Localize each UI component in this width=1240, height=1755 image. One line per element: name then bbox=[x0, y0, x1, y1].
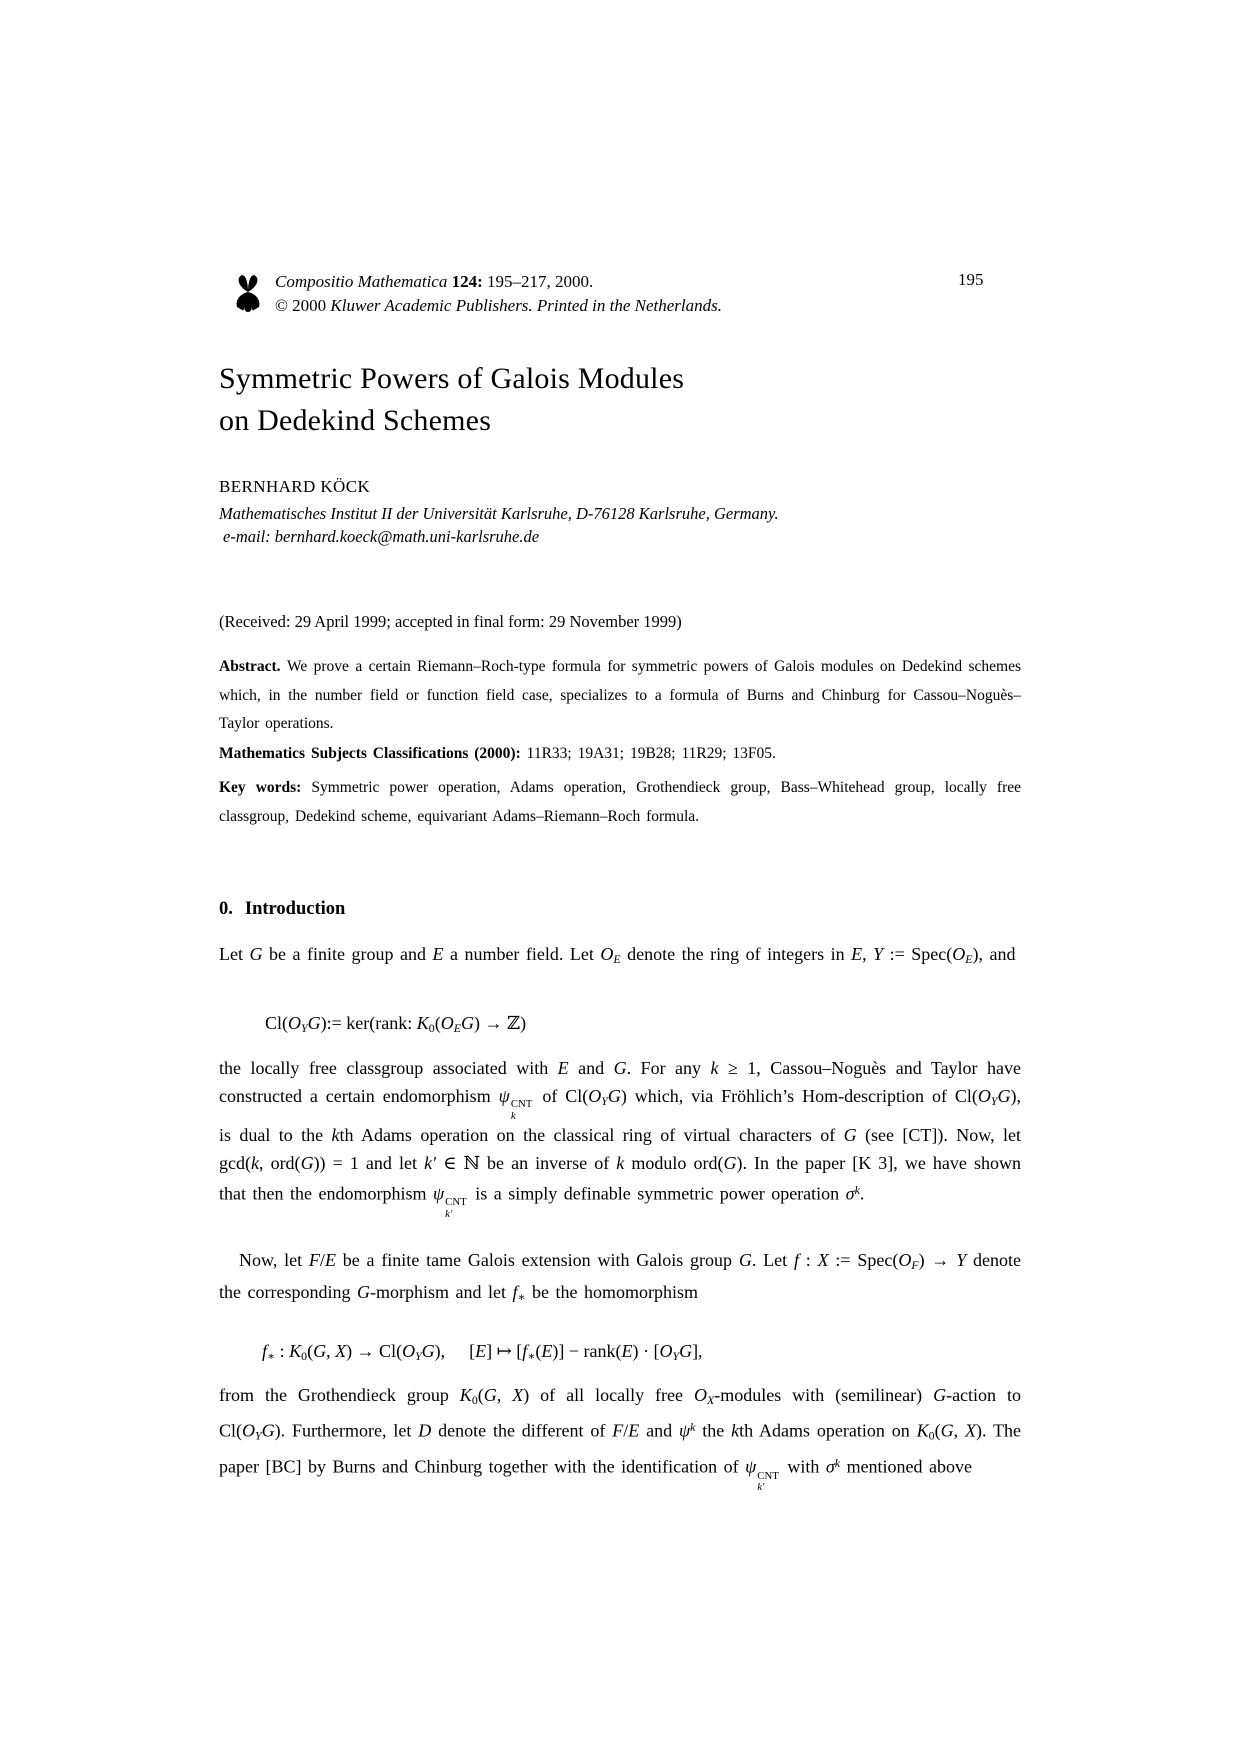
keywords-label: Key words: bbox=[219, 779, 312, 796]
text-segment: , ord( bbox=[258, 1152, 301, 1173]
text-segment: := Spec( bbox=[828, 1250, 899, 1270]
text-segment: O bbox=[952, 944, 966, 964]
text-segment: G bbox=[421, 1341, 435, 1361]
text-segment: the bbox=[695, 1420, 732, 1441]
text-segment: th Adams operation on bbox=[739, 1420, 917, 1441]
text-segment: G bbox=[738, 1250, 752, 1270]
section-heading bbox=[219, 899, 1021, 920]
text-segment: ) of all locally free bbox=[523, 1385, 694, 1405]
text-segment: be a finite group and bbox=[262, 944, 433, 964]
text-segment: ℤ bbox=[506, 1013, 521, 1033]
text-segment: the locally free classgroup associated with bbox=[219, 1058, 558, 1078]
text-segment: K bbox=[459, 1385, 472, 1405]
text-segment: F bbox=[308, 1250, 320, 1270]
text-segment: Y bbox=[415, 1348, 422, 1363]
text-segment: ) → bbox=[473, 1013, 507, 1033]
paper-title-line1: Symmetric Powers of Galois Modules bbox=[219, 362, 685, 395]
display-formula-2 bbox=[219, 1338, 1064, 1370]
text-segment: ], bbox=[692, 1341, 703, 1361]
text-segment: ψ bbox=[498, 1085, 510, 1106]
text-segment: ), is dual to the bbox=[219, 1085, 1021, 1146]
text-segment: -action to Cl( bbox=[219, 1385, 1022, 1441]
text-segment: -morphism and let bbox=[369, 1282, 513, 1303]
text-segment: . For any bbox=[626, 1058, 711, 1078]
text-segment: ∈ ℕ be an inverse of bbox=[436, 1152, 617, 1173]
text-segment: k bbox=[616, 1152, 625, 1173]
text-segment: 0 bbox=[471, 1392, 478, 1407]
author-affiliation: Mathematisches Institut II der Universität Karlsruhe, D-76128 Karlsruhe, Germany. bbox=[219, 504, 779, 523]
text-segment: ( bbox=[307, 1341, 314, 1361]
text-segment: O bbox=[600, 944, 614, 964]
abstract-label: Abstract. bbox=[219, 658, 287, 675]
text-segment: ) → bbox=[918, 1250, 957, 1270]
text-segment: a number field. Let bbox=[443, 944, 601, 964]
text-segment: F bbox=[911, 1257, 919, 1272]
text-segment: K bbox=[916, 1420, 929, 1441]
text-segment: E bbox=[324, 1250, 336, 1270]
paragraph-2 bbox=[219, 1055, 1021, 1220]
text-segment: E bbox=[432, 944, 444, 964]
text-segment: Now, let bbox=[239, 1250, 309, 1270]
text-segment: k bbox=[250, 1152, 259, 1173]
text-segment: O bbox=[659, 1341, 673, 1361]
text-segment: 0 bbox=[301, 1348, 308, 1363]
text-segment: F bbox=[612, 1420, 624, 1441]
text-segment: )] − rank( bbox=[552, 1341, 622, 1361]
text-segment: G bbox=[997, 1085, 1011, 1106]
text-segment: G bbox=[307, 1013, 321, 1033]
text-segment: ψ bbox=[745, 1456, 757, 1477]
text-segment: ∗ bbox=[267, 1348, 276, 1363]
text-segment: O bbox=[242, 1420, 256, 1441]
text-segment: / bbox=[623, 1420, 629, 1441]
msc-text: 11R33; 19A31; 19B28; 11R29; 13F05. bbox=[526, 745, 776, 762]
text-segment: ) · [ bbox=[632, 1341, 660, 1361]
text-segment: E bbox=[557, 1058, 569, 1078]
text-segment: ) bbox=[520, 1013, 527, 1033]
text-segment: O bbox=[693, 1385, 707, 1405]
text-segment: ) → Cl( bbox=[346, 1341, 403, 1361]
section-title: Introduction bbox=[244, 899, 346, 919]
text-segment: from the Grothendieck group bbox=[219, 1385, 460, 1405]
text-segment: / bbox=[319, 1250, 325, 1270]
paper-title-line2: on Dedekind Schemes bbox=[219, 404, 492, 437]
text-segment: O bbox=[440, 1013, 454, 1033]
text-segment: K bbox=[416, 1013, 429, 1033]
paragraph-3 bbox=[219, 1247, 1021, 1312]
text-segment: and bbox=[568, 1058, 614, 1078]
text-segment: σ bbox=[825, 1456, 835, 1477]
text-segment: with bbox=[780, 1456, 826, 1477]
text-segment: denote the corresponding bbox=[219, 1250, 1021, 1303]
display-formula-1 bbox=[219, 1010, 1067, 1042]
copyright-line bbox=[275, 294, 722, 318]
text-segment: G bbox=[933, 1385, 947, 1405]
text-segment: denote the different of bbox=[431, 1420, 613, 1441]
text-segment: 195–217, 2000. bbox=[487, 272, 594, 291]
keywords bbox=[219, 774, 1021, 831]
text-segment: f bbox=[522, 1341, 528, 1361]
text-segment: ):= ker(rank: bbox=[320, 1013, 417, 1033]
text-segment: X bbox=[335, 1341, 347, 1361]
text-segment: ∗ bbox=[517, 1290, 526, 1305]
text-segment: Compositio Mathematica bbox=[275, 272, 452, 291]
text-segment: k′ bbox=[424, 1152, 437, 1173]
journal-lines bbox=[275, 270, 722, 318]
text-segment: , bbox=[326, 1341, 336, 1361]
text-segment: 0 bbox=[428, 1020, 435, 1035]
abstract bbox=[219, 653, 1021, 739]
text-segment: ). In the paper [K 3], we have shown that then the endomorphism bbox=[219, 1152, 1021, 1204]
text-segment: f bbox=[512, 1282, 518, 1303]
text-segment: ≥ 1, Cassou–Noguès and Taylor have constructed a certain endomorphism bbox=[219, 1058, 1021, 1106]
text-segment: Y bbox=[601, 1093, 608, 1108]
text-segment: [ bbox=[469, 1341, 476, 1361]
publisher-logo-icon bbox=[233, 274, 263, 314]
text-segment: X bbox=[964, 1420, 976, 1441]
msc-line bbox=[219, 740, 1021, 769]
text-segment: E bbox=[541, 1341, 553, 1361]
text-segment: k bbox=[331, 1125, 340, 1146]
text-segment: : bbox=[275, 1341, 290, 1361]
text-segment: -modules with (semilinear) bbox=[714, 1385, 934, 1405]
text-segment: σ bbox=[845, 1183, 855, 1204]
text-segment: O bbox=[288, 1013, 302, 1033]
text-segment: G bbox=[300, 1152, 314, 1173]
text-segment: Y bbox=[873, 944, 884, 964]
text-segment: X bbox=[817, 1250, 829, 1270]
text-segment: G bbox=[679, 1341, 693, 1361]
text-segment: f bbox=[262, 1341, 268, 1361]
text-segment: th Adams operation on the classical ring of virtual characters of bbox=[339, 1125, 844, 1146]
text-segment: , bbox=[496, 1385, 513, 1405]
text-segment: ] ↦ [ bbox=[486, 1341, 523, 1361]
author-email: e-mail: bernhard.koeck@math.uni-karlsruhe.de bbox=[223, 527, 540, 546]
supsub-notation: CNT k′ bbox=[445, 1196, 467, 1220]
text-segment: ∗ bbox=[527, 1348, 536, 1363]
text-segment: D bbox=[418, 1420, 432, 1441]
text-segment: G bbox=[843, 1125, 857, 1146]
text-segment: ψ bbox=[678, 1420, 691, 1441]
text-segment: G bbox=[940, 1420, 954, 1441]
paper-title bbox=[219, 358, 1021, 442]
text-segment: denote the ring of integers in bbox=[620, 944, 852, 964]
text-segment: ( bbox=[434, 1013, 441, 1033]
text-segment: Y bbox=[956, 1250, 967, 1270]
text-segment: Y bbox=[301, 1020, 308, 1035]
text-segment: G bbox=[460, 1013, 474, 1033]
journal-citation-line bbox=[275, 270, 722, 294]
text-segment: , bbox=[862, 944, 874, 964]
text-segment: © 2000 bbox=[275, 296, 331, 315]
text-segment: (see [CT]). Now, let gcd( bbox=[219, 1125, 1021, 1173]
supsub-notation: CNT k bbox=[510, 1098, 533, 1122]
text-segment: G bbox=[261, 1420, 275, 1441]
text-segment: E bbox=[453, 1020, 461, 1035]
text-segment: )) = 1 and let bbox=[313, 1152, 425, 1173]
text-segment: ) which, via Fröhlich’s Hom-description of Cl( bbox=[620, 1085, 978, 1106]
text-segment: K bbox=[289, 1341, 302, 1361]
text-segment: O bbox=[588, 1085, 602, 1106]
text-segment: E bbox=[613, 951, 621, 966]
text-segment: modulo ord( bbox=[624, 1152, 724, 1173]
text-segment: X bbox=[706, 1392, 715, 1407]
keywords-text: Symmetric power operation, Adams operation, Grothendieck group, Bass–Whitehead group, locally free classgroup, Dedekind scheme, equivariant Adams–Riemann–Roch formula. bbox=[219, 779, 1021, 825]
received-line: (Received: 29 April 1999; accepted in final form: 29 November 1999) bbox=[219, 612, 682, 631]
text-segment: k bbox=[854, 1183, 860, 1198]
text-segment: k bbox=[834, 1456, 841, 1471]
text-segment: , bbox=[953, 1420, 965, 1441]
text-segment: E bbox=[851, 944, 863, 964]
text-segment: of Cl( bbox=[534, 1085, 589, 1106]
text-segment: G bbox=[483, 1385, 497, 1405]
text-segment: k bbox=[690, 1420, 696, 1435]
text-segment: . Let bbox=[751, 1250, 794, 1270]
text-segment: 124: bbox=[451, 272, 488, 291]
text-segment: Kluwer Academic Publishers. Printed in the Netherlands. bbox=[330, 296, 723, 315]
text-segment: . bbox=[859, 1183, 865, 1204]
text-segment: 0 bbox=[928, 1428, 935, 1443]
text-segment: is a simply definable symmetric power operation bbox=[468, 1183, 846, 1204]
text-segment: E bbox=[628, 1420, 640, 1441]
text-segment: Y bbox=[255, 1428, 262, 1443]
text-segment: E bbox=[475, 1341, 487, 1361]
text-segment: ψ bbox=[432, 1183, 445, 1204]
text-segment: ( bbox=[535, 1341, 542, 1361]
text-segment: O bbox=[402, 1341, 416, 1361]
text-segment: f bbox=[793, 1250, 799, 1270]
text-segment: Cl( bbox=[265, 1013, 289, 1033]
journal-header bbox=[219, 270, 1021, 326]
text-segment: G bbox=[613, 1058, 627, 1078]
text-segment: G bbox=[313, 1341, 327, 1361]
text-segment: be the homomorphism bbox=[525, 1282, 699, 1303]
text-segment: E bbox=[965, 951, 973, 966]
text-segment: G bbox=[356, 1282, 370, 1303]
text-segment: k bbox=[710, 1058, 719, 1078]
text-segment: Y bbox=[990, 1093, 998, 1108]
text-segment: k bbox=[731, 1420, 740, 1441]
text-segment: X bbox=[512, 1385, 524, 1405]
supsub-notation: CNT k′ bbox=[757, 1469, 779, 1493]
text-segment: Y bbox=[672, 1348, 680, 1363]
msc-label: Mathematics Subjects Classifications (2000): bbox=[219, 745, 527, 762]
text-segment: := Spec( bbox=[883, 944, 953, 964]
author-name: BERNHARD KÖCK bbox=[219, 477, 371, 496]
text-segment: O bbox=[898, 1250, 912, 1270]
text-segment: ). The paper [BC] by Burns and Chinburg together with the identification of bbox=[219, 1420, 1022, 1477]
text-segment: be a finite tame Galois extension with Galois group bbox=[335, 1250, 739, 1270]
text-segment: G bbox=[249, 944, 263, 964]
text-segment: G bbox=[607, 1085, 621, 1106]
section-number: 0. bbox=[219, 899, 233, 919]
text-segment: ), bbox=[434, 1341, 446, 1361]
text-segment: ( bbox=[934, 1420, 941, 1441]
text-segment: mentioned above bbox=[840, 1456, 973, 1477]
text-segment: E bbox=[621, 1341, 633, 1361]
text-segment: ), and bbox=[972, 944, 1016, 964]
text-segment: O bbox=[977, 1085, 991, 1106]
text-segment: G bbox=[723, 1152, 737, 1173]
page-number: 195 bbox=[958, 270, 984, 289]
text-segment: : bbox=[798, 1250, 818, 1270]
text-segment: and bbox=[639, 1420, 679, 1441]
abstract-text: We prove a certain Riemann–Roch-type formula for symmetric powers of Galois modules on Dedekind schemes which, in the number field or function field case, specializes to a formula of Burns and Chinburg for Cassou–Noguès–Taylor operations. bbox=[219, 658, 1021, 732]
text-segment: ). Furthermore, let bbox=[274, 1420, 419, 1441]
paragraph-1 bbox=[219, 941, 1021, 973]
text-segment: ( bbox=[477, 1385, 484, 1405]
paragraph-4 bbox=[219, 1382, 1021, 1493]
text-segment: Let bbox=[219, 944, 250, 964]
